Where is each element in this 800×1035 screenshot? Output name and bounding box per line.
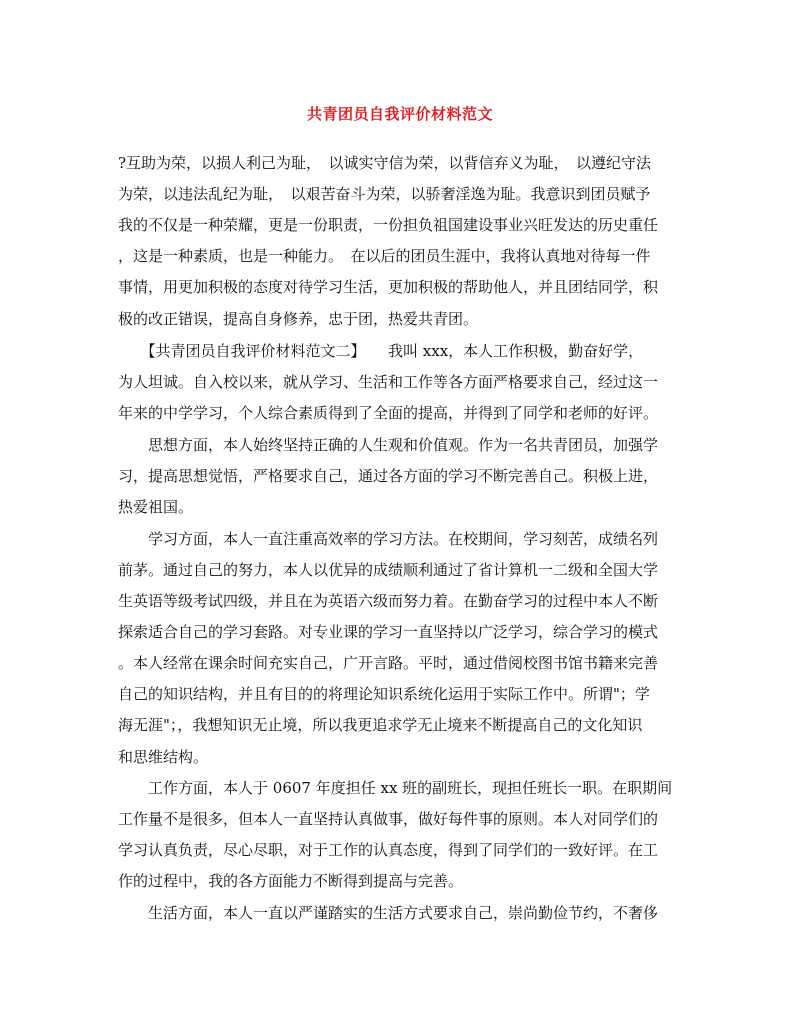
text-line: 工作方面，本人于 0607 年度担任 xx 班的副班长，现担任班长一职。在职期间 [118,779,673,797]
text-line: ，这是一种素质，也是一种能力。 在以后的团员生涯中，我将认真地对待每一件 [118,247,651,265]
text-line: 自己的知识结构，并且有目的的将理论知识系统化运用于实际工作中。所谓"；学 [118,685,650,703]
text-line: 学习方面，本人一直注重高效率的学习方法。在校期间，学习刻苦，成绩名列 [118,530,659,548]
text-line: 海无涯"；，我想知识无止境，所以我更追求学无止境来不断提高自己的文化知识 [118,716,643,734]
text-line: 为人坦诚。自入校以来，就从学习、生活和工作等各方面严格要求自己，经过这一 [118,373,659,391]
document-title: 共青团员自我评价材料范文 [306,105,493,123]
text-line: 工作量不是很多，但本人一直坚持认真做事，做好每件事的原则。本人对同学们的 [118,810,659,828]
text-line: 学习认真负责，尽心尽职，对于工作的认真态度，得到了同学们的一致好评。在工 [118,841,659,859]
text-line: 极的改正错误，提高自身修养，忠于团，热爱共青团。 [118,310,479,328]
text-line: 探索适合自己的学习套路。对专业课的学习一直坚持以广泛学习，综合学习的模式 [118,623,659,641]
text-line: 年来的中学学习，个人综合素质得到了全面的提高，并得到了同学和老师的好评。 [118,404,659,422]
text-line: 我的不仅是一种荣耀，更是一份职责，一份担负祖国建设事业兴旺发达的历史重任 [118,216,659,234]
text-line: 生活方面，本人一直以严谨踏实的生活方式要求自己，崇尚勤俭节约，不奢侈 [118,904,659,922]
text-line: 热爱祖国。 [118,498,194,516]
text-line: 作的过程中，我的各方面能力不断得到提高与完善。 [118,872,464,890]
text-line: 和思维结构。 [118,748,209,766]
text-line: 生英语等级考试四级，并且在为英语六级而努力着。在勤奋学习的过程中本人不断 [118,592,659,610]
text-line: 为荣，以违法乱纪为耻， 以艰苦奋斗为荣，以骄奢淫逸为耻。我意识到团员赋予 [118,185,651,203]
text-line: 前茅。通过自己的努力，本人以优异的成绩顺利通过了省计算机一二级和全国大学 [118,561,659,579]
text-line: 思想方面，本人始终坚持正确的人生观和价值观。作为一名共青团员，加强学 [118,436,659,454]
text-line: ?互助为荣，以损人利己为耻， 以诚实守信为荣，以背信弃义为耻， 以遵纪守法 [118,154,652,172]
text-line: 。本人经常在课余时间充实自己，广开言路。平时，通过借阅校图书馆书籍来完善 [118,654,659,672]
text-line: 【共青团员自我评价材料范文二】 我叫 xxx，本人工作积极，勤奋好学， [118,342,644,360]
text-line: 习，提高思想觉悟，严格要求自己，通过各方面的学习不断完善自己。积极上进， [118,467,659,485]
text-line: 事情，用更加积极的态度对待学习生活，更加积极的帮助他人，并且团结同学，积 [118,278,659,296]
